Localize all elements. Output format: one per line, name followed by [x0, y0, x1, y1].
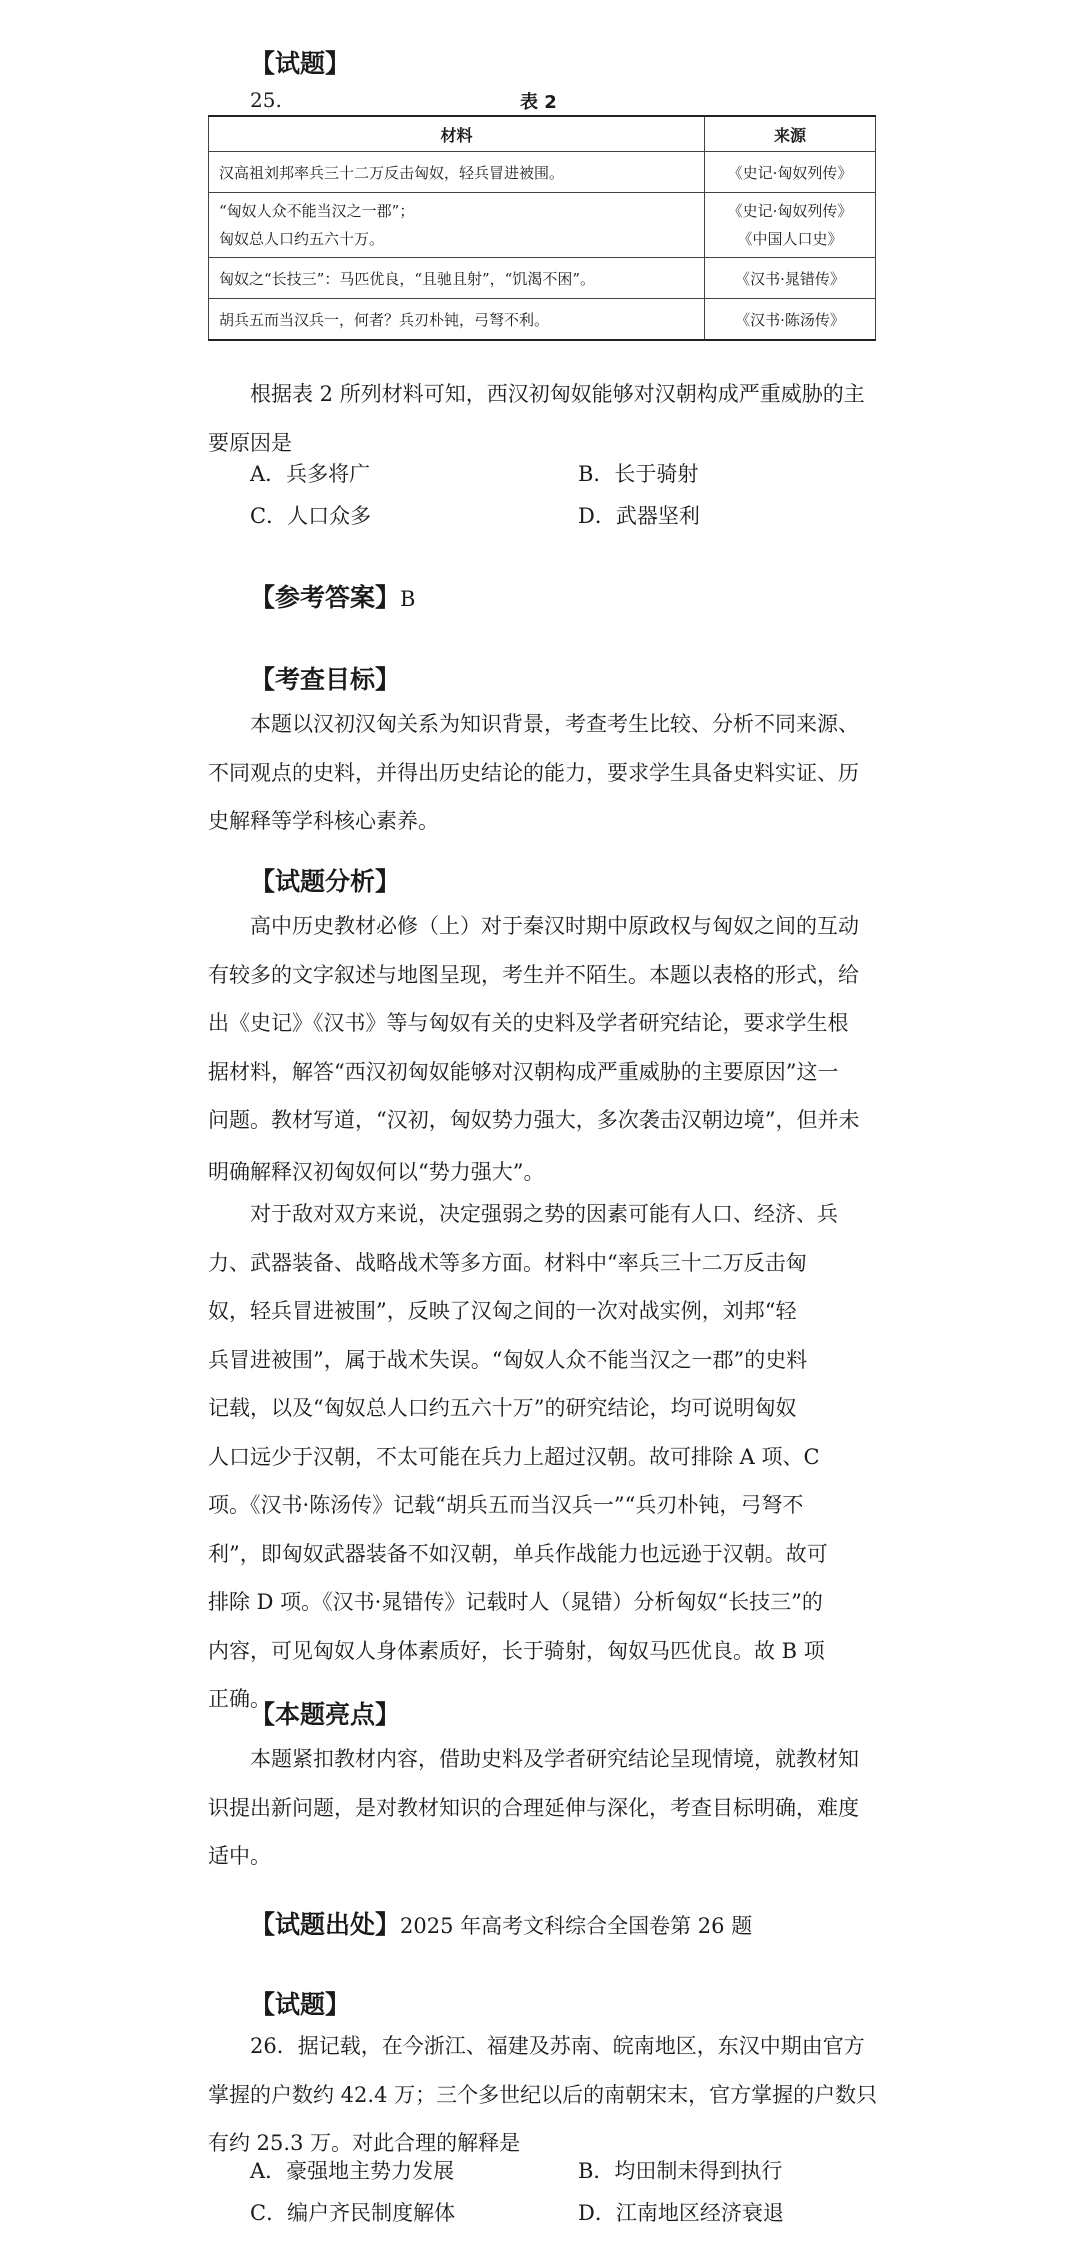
text-line: 兵冒进被围”，属于战术失误。“匈奴人众不能当汉之一郡”的史料 [208, 1347, 808, 1372]
answer-label: 【参考答案】 [250, 583, 401, 612]
q26-option-b: B．均田制未得到执行 [578, 2159, 783, 2183]
source-cell [705, 152, 876, 193]
q26-stem [208, 2022, 880, 2168]
material-text: 匈奴总人口约五六十万。 [219, 230, 385, 248]
q26-header: 【试题】 [250, 1990, 351, 2019]
q25-option-b: B．长于骑射 [578, 462, 699, 486]
highlight-text [208, 1735, 880, 1881]
text-line: 出《史记》《汉书》等与匈奴有关的史料及学者研究结论，要求学生根 [208, 1011, 849, 1035]
material-cell [209, 193, 705, 258]
source-cell [705, 299, 876, 341]
question-line: 要原因是 [208, 430, 292, 455]
question-line: 根据表 2 所列材料可知，西汉初匈奴能够对汉朝构成严重威胁的主 [250, 382, 865, 406]
source-cell [705, 193, 876, 258]
material-cell [209, 152, 705, 193]
text-line: 问题。教材写道，“汉初，匈奴势力强大，多次袭击汉朝边境”，但并未 [208, 1108, 860, 1132]
material-cell [209, 258, 705, 299]
source-cell [705, 258, 876, 299]
table-row [209, 258, 876, 299]
text-line: 本题以汉初汉匈关系为知识背景，考查考生比较、分析不同来源、 [250, 712, 859, 736]
source-text: 《史记·匈奴列传》 [727, 163, 853, 182]
text-line: 利”，即匈奴武器装备不如汉朝，单兵作战能力也远逊于汉朝。故可 [208, 1541, 828, 1566]
analysis-paragraph-1 [208, 902, 880, 1145]
text-line: 掌握的户数约 42.4 万；三个多世纪以后的南朝宋末，官方掌握的户数只 [208, 2082, 878, 2107]
text-line: 本题紧扣教材内容，借助史料及学者研究结论呈现情境，就教材知 [250, 1747, 859, 1771]
objective-text [208, 700, 880, 846]
highlight-label: 【本题亮点】 [250, 1700, 401, 1729]
material-cell [209, 299, 705, 341]
analysis-label: 【试题分析】 [250, 867, 401, 896]
table-row [209, 152, 876, 193]
text-line: 高中历史教材必修（上）对于秦汉时期中原政权与匈奴之间的互动 [250, 914, 859, 938]
source-section [250, 1905, 752, 1941]
text-line: 人口远少于汉朝，不太可能在兵力上超过汉朝。故可排除 A 项、C [208, 1444, 820, 1469]
material-text: 胡兵五而当汉兵一，何者？兵刃朴钝，弓弩不利。 [219, 310, 550, 329]
text-line: 适中。 [208, 1844, 271, 1868]
q25-option-d: D．武器坚利 [578, 504, 700, 528]
text-line: 项。《汉书·陈汤传》记载“胡兵五而当汉兵一”“兵刃朴钝，弓弩不 [208, 1493, 804, 1517]
q25-option-a: A．兵多将广 [250, 462, 371, 486]
analysis-paragraph-2 [208, 1190, 880, 1724]
text-line: 内容，可见匈奴人身体素质好，长于骑射，匈奴马匹优良。故 B 项 [208, 1638, 825, 1663]
text-line: 26．据记载，在今浙江、福建及苏南、皖南地区，东汉中期由官方 [250, 2034, 865, 2058]
source-text: 《中国人口史》 [737, 230, 843, 248]
text-line: 史解释等学科核心素养。 [208, 809, 439, 833]
table-row [209, 299, 876, 341]
q25-question [208, 370, 880, 467]
source-text: 《汉书·晁错传》 [735, 269, 845, 288]
material-text: 匈奴之“长技三”：马匹优良，“且驰且射”，“饥渴不困”。 [219, 269, 596, 288]
text-line: 记载，以及“匈奴总人口约五六十万”的研究结论，均可说明匈奴 [208, 1396, 797, 1420]
text-line: 排除 D 项。《汉书·晁错传》记载时人（晁错）分析匈奴“长技三”的 [208, 1590, 823, 1614]
q26-option-a: A．豪强地主势力发展 [250, 2159, 455, 2183]
text-line: 奴，轻兵冒进被围”，反映了汉匈之间的一次对战实例，刘邦“轻 [208, 1299, 797, 1323]
text-line: 据材料，解答“西汉初匈奴能够对汉朝构成严重威胁的主要原因”这一 [208, 1059, 839, 1084]
material-text: “匈奴人众不能当汉之一郡”； [219, 202, 415, 220]
source-text: 《史记·匈奴列传》 [727, 202, 853, 220]
q25-option-c: C．人口众多 [250, 504, 372, 528]
source-text: 《汉书·陈汤传》 [735, 310, 845, 329]
analysis-paragraph-1-tail: 明确解释汉初匈奴何以“势力强大”。 [208, 1160, 545, 1184]
column-header-material: 材料 [209, 116, 705, 152]
text-line: 对于敌对双方来说，决定强弱之势的因素可能有人口、经济、兵 [250, 1202, 838, 1226]
text-line: 有较多的文字叙述与地图呈现，考生并不陌生。本题以表格的形式，给 [208, 962, 859, 987]
table-row [209, 193, 876, 258]
text-line: 正确。 [208, 1687, 271, 1711]
text-line: 有约 25.3 万。对此合理的解释是 [208, 2131, 521, 2155]
table-title: 表 2 [520, 92, 557, 113]
q25-number: 25. [250, 88, 282, 112]
q25-header: 【试题】 [250, 49, 351, 78]
text-line: 识提出新问题，是对教材知识的合理延伸与深化，考查目标明确，难度 [208, 1795, 859, 1820]
source-label: 【试题出处】 [250, 1910, 401, 1939]
table-header-row [209, 116, 876, 152]
text-line: 力、武器装备、战略战术等多方面。材料中“率兵三十二万反击匈 [208, 1250, 807, 1275]
material-table [208, 115, 876, 341]
material-text: 汉高祖刘邦率兵三十二万反击匈奴，轻兵冒进被围。 [219, 163, 565, 182]
q26-option-d: D．江南地区经济衰退 [578, 2201, 784, 2225]
text-line: 不同观点的史料，并得出历史结论的能力，要求学生具备史料实证、历 [208, 760, 859, 785]
answer-section [250, 578, 415, 614]
objective-label: 【考查目标】 [250, 665, 401, 694]
source-value: 2025 年高考文科综合全国卷第 26 题 [400, 1914, 753, 1938]
answer-value: B [400, 587, 416, 611]
q26-option-c: C．编户齐民制度解体 [250, 2201, 456, 2225]
column-header-source: 来源 [705, 116, 876, 152]
